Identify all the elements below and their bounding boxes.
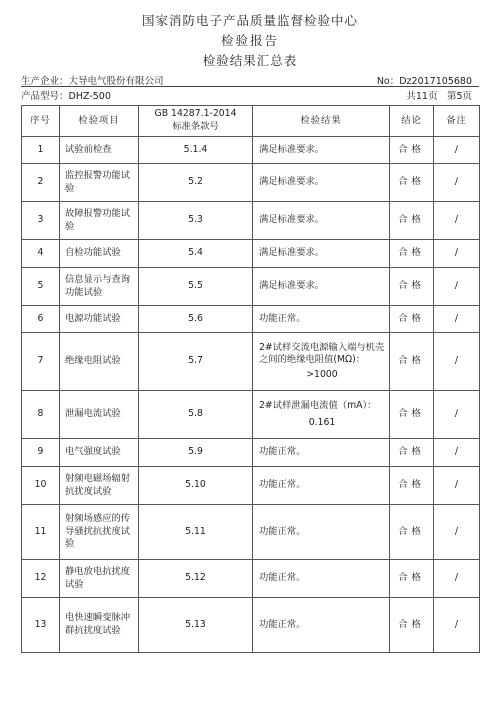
row-conclusion: 合格	[390, 598, 434, 653]
row-clause: 5.10	[139, 467, 253, 505]
row-clause: 5.12	[139, 560, 253, 598]
company-name: 大导电气股份有限公司	[68, 76, 164, 87]
table-row	[22, 202, 480, 240]
row-item: 绝缘电阻试验	[60, 333, 139, 391]
company-line	[21, 73, 164, 87]
row-no: 2	[22, 164, 60, 202]
row-conclusion: 合格	[390, 333, 434, 391]
table-row	[22, 391, 480, 439]
row-conclusion: 合格	[390, 137, 434, 164]
row-remark: /	[434, 268, 480, 306]
result-value: 0.161	[308, 416, 336, 428]
row-conclusion: 合格	[390, 560, 434, 598]
row-conclusion: 合格	[390, 240, 434, 268]
row-clause: 5.11	[139, 505, 253, 560]
row-no: 1	[22, 137, 60, 164]
row-no: 5	[22, 268, 60, 306]
row-result: 满足标准要求。	[253, 268, 390, 306]
row-clause: 5.5	[139, 268, 253, 306]
row-item: 自检功能试验	[60, 240, 139, 268]
model-line	[21, 88, 111, 102]
row-result: 满足标准要求。	[253, 137, 390, 164]
row-result: 满足标准要求。	[253, 164, 390, 202]
row-conclusion: 合格	[390, 164, 434, 202]
row-clause: 5.6	[139, 306, 253, 333]
row-no: 13	[22, 598, 60, 653]
row-item: 电快速瞬变脉冲群抗扰度试验	[60, 598, 139, 653]
row-no: 4	[22, 240, 60, 268]
table-row	[22, 467, 480, 505]
row-remark: /	[434, 439, 480, 467]
sub-title: 检验结果汇总表	[202, 53, 298, 68]
result-value: >1000	[306, 368, 338, 380]
row-conclusion: 合格	[390, 268, 434, 306]
row-remark: /	[434, 164, 480, 202]
row-clause: 5.9	[139, 439, 253, 467]
row-item: 泄漏电流试验	[60, 391, 139, 439]
row-item: 信息显示与查询功能试验	[60, 268, 139, 306]
row-item: 试验前检查	[60, 137, 139, 164]
row-remark: /	[434, 202, 480, 240]
row-remark: /	[434, 598, 480, 653]
row-clause: 5.8	[139, 391, 253, 439]
results-table	[21, 105, 480, 653]
row-no: 11	[22, 505, 60, 560]
row-no: 12	[22, 560, 60, 598]
table-row	[22, 164, 480, 202]
org-title: 国家消防电子产品质量监督检验中心	[141, 13, 358, 28]
table-row	[22, 439, 480, 467]
company-label: 生产企业：	[21, 76, 69, 87]
model-value: DHZ-500	[68, 91, 111, 102]
result-text: 2#试样泄漏电流值（mA）：	[259, 399, 377, 411]
col-header-seq: 序号	[22, 106, 60, 137]
col-header-conclusion: 结论	[390, 106, 434, 137]
report-number: No：Dz2017105680	[376, 76, 472, 87]
row-conclusion: 合格	[390, 202, 434, 240]
row-result	[253, 333, 390, 391]
col-header-remark: 备注	[434, 106, 480, 137]
row-conclusion: 合格	[390, 505, 434, 560]
clause-label: 标准条款号	[172, 121, 219, 132]
row-item: 射频电磁场辐射抗扰度试验	[60, 467, 139, 505]
col-header-clause	[139, 106, 253, 137]
col-header-item: 检验项目	[60, 106, 139, 137]
row-result: 功能正常。	[253, 560, 390, 598]
row-no: 10	[22, 467, 60, 505]
row-item: 监控报警功能试验	[60, 164, 139, 202]
row-clause: 5.2	[139, 164, 253, 202]
table-header-row	[22, 106, 480, 137]
row-no: 9	[22, 439, 60, 467]
table-row	[22, 560, 480, 598]
row-result: 功能正常。	[253, 439, 390, 467]
row-conclusion: 合格	[390, 306, 434, 333]
row-no: 3	[22, 202, 60, 240]
model-label: 产品型号：	[21, 91, 69, 102]
clause-standard: GB 14287.1-2014	[154, 108, 237, 120]
row-no: 7	[22, 333, 60, 391]
row-item: 电源功能试验	[60, 306, 139, 333]
row-no: 8	[22, 391, 60, 439]
row-remark: /	[434, 306, 480, 333]
row-conclusion: 合格	[390, 439, 434, 467]
row-conclusion: 合格	[390, 391, 434, 439]
row-item: 射频场感应的传导骚扰抗扰度试验	[60, 505, 139, 560]
row-result: 满足标准要求。	[253, 202, 390, 240]
row-result	[253, 391, 390, 439]
page-info: 共11页 第5页	[406, 91, 472, 102]
row-clause: 5.1.4	[139, 137, 253, 164]
row-remark: /	[434, 333, 480, 391]
table-row	[22, 268, 480, 306]
row-clause: 5.7	[139, 333, 253, 391]
row-result: 功能正常。	[253, 598, 390, 653]
row-remark: /	[434, 560, 480, 598]
result-text: 2#试样交流电源输入端与机壳之间的绝缘电阻值(MΩ)：	[259, 341, 385, 366]
table-row	[22, 505, 480, 560]
row-remark: /	[434, 240, 480, 268]
row-clause: 5.13	[139, 598, 253, 653]
table-row	[22, 137, 480, 164]
table-row	[22, 306, 480, 333]
row-remark: /	[434, 467, 480, 505]
row-clause: 5.4	[139, 240, 253, 268]
table-row	[22, 240, 480, 268]
row-conclusion: 合格	[390, 467, 434, 505]
row-result: 满足标准要求。	[253, 240, 390, 268]
row-remark: /	[434, 391, 480, 439]
meta-divider	[21, 86, 479, 87]
doc-title: 检验报告	[220, 33, 279, 48]
row-remark: /	[434, 505, 480, 560]
row-no: 6	[22, 306, 60, 333]
row-clause: 5.3	[139, 202, 253, 240]
row-result: 功能正常。	[253, 306, 390, 333]
row-item: 静电放电抗扰度试验	[60, 560, 139, 598]
table-row	[22, 333, 480, 391]
row-remark: /	[434, 137, 480, 164]
col-header-result: 检验结果	[253, 106, 390, 137]
row-result: 功能正常。	[253, 467, 390, 505]
table-row	[22, 598, 480, 653]
row-result: 功能正常。	[253, 505, 390, 560]
row-item: 电气强度试验	[60, 439, 139, 467]
row-item: 故障报警功能试验	[60, 202, 139, 240]
